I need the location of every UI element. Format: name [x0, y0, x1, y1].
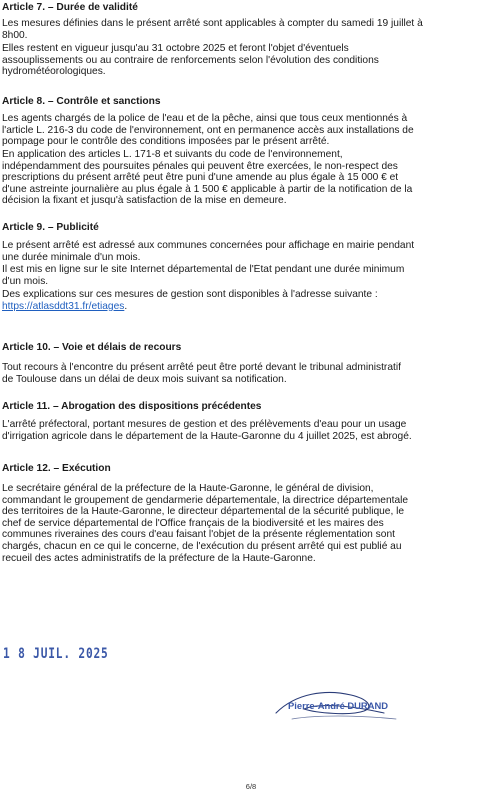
article-11-paragraph-1: L'arrêté préfectoral, portant mesures de gestion et des prélèvements d'eau pour un usage d'irrigation agricole dans le département de la Haute-Garonne du 4 juillet 2025, est abrogé.: [2, 419, 412, 442]
article-9-paragraph-1: Le présent arrêté est adressé aux communes concernées pour affichage en mairie pendant une durée minimale d'un mois.: [2, 240, 415, 263]
article-7-paragraph-1: Les mesures définies dans le présent arrêté sont applicables à compter du samedi 19 juillet à 8h00.: [2, 18, 423, 41]
article-8-title: Article 8. – Contrôle et sanctions: [2, 96, 161, 107]
date-stamp: 1 8 JUIL. 2025: [3, 646, 109, 662]
article-11-title: Article 11. – Abrogation des dispositions précédentes: [2, 401, 262, 412]
page-number: 6/8: [245, 782, 257, 791]
article-8-paragraph-1: Les agents chargés de la police de l'eau et de la pêche, ainsi que tous ceux mentionnés à l'article L. 216-3 du code de l'environnement, ont en permanence accès aux installations de pompage pour le contrôle des conditions imposées par le présent arrêté.: [2, 113, 414, 148]
article-7-title: Article 7. – Durée de validité: [2, 2, 138, 13]
article-10-title: Article 10. – Voie et délais de recours: [2, 342, 182, 353]
signatory-name: Pierre-André DURAND: [288, 700, 389, 711]
article-9-paragraph-3: Des explications sur ces mesures de gestion sont disponibles à l'adresse suivante : https://atlasddt31.fr/etiages.: [2, 289, 378, 312]
article-12-title: Article 12. – Exécution: [2, 463, 111, 474]
article-7-paragraph-2: Elles restent en vigueur jusqu'au 31 octobre 2025 et feront l'objet d'éventuels assouplissements ou au contraire de renforcements selon l'évolution des conditions hydrométéorologiques.: [2, 43, 379, 78]
article-9-title: Article 9. – Publicité: [2, 222, 99, 233]
article-8-paragraph-2: En application des articles L. 171-8 et suivants du code de l'environnement, indépendamment des poursuites pénales qui peuvent être exercées, le non-respect des prescriptions du présent arrêté peut être puni d'une amende au plus égale à 15 000 € et d'une astreinte journalière au plus égale à 1 500 € applicable à partir de la notification de la décision la fixant et jusqu'à satisfaction de la mise en demeure.: [2, 149, 413, 207]
article-10-paragraph-1: Tout recours à l'encontre du présent arrêté peut être porté devant le tribunal administratif de Toulouse dans un délai de deux mois suivant sa notification.: [2, 362, 401, 385]
atlas-link[interactable]: https://atlasddt31.fr/etiages: [2, 300, 125, 312]
article-12-paragraph-1: Le secrétaire général de la préfecture de la Haute-Garonne, le général de division, commandant le groupement de gendarmerie départementale, la directrice départementale des territoires de la Haute-Garonne, le directeur départemental de la sécurité publique, le chef de service départemental de l'Office français de la biodiversité et les maires des communes riveraines des cours d'eau faisant l'objet de la présente réglementation sont chargés, chacun en ce qui le concerne, de l'exécution du présent arrêté qui est publié au recueil des actes administratifs de la préfecture de la Haute-Garonne.: [2, 483, 409, 564]
article-9-paragraph-2: Il est mis en ligne sur le site Internet départemental de l'État pendant une durée minimum d'un mois.: [2, 264, 405, 287]
